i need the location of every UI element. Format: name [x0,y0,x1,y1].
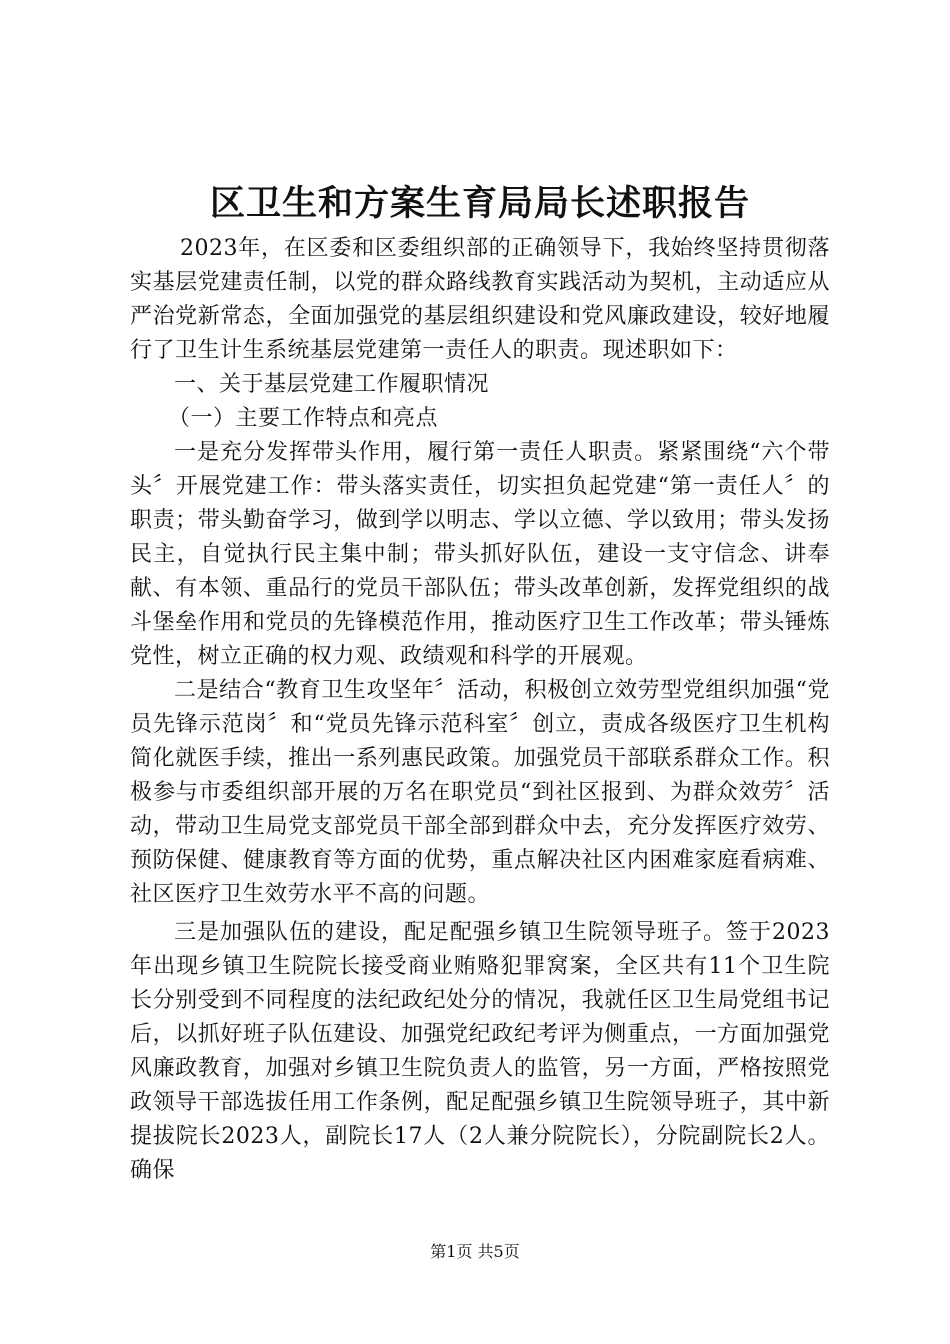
paragraph-point-two: 二是结合“教育卫生攻坚年〞活动，积极创立效劳型党组织加强“党员先锋示范岗〞和“党员先锋示范科室〞创立，责成各级医疗卫生机构简化就医手续，推出一系列惠民政策。加强党员干部联系群众工作。积极参与市委组织部开展的万名在职党员“到社区报到、为群众效劳〞活动，带动卫生局党支部党员干部全部到群众中去，充分发挥医疗效劳、预防保健、健康教育等方面的优势，重点解决社区内困难家庭看病难、社区医疗卫生效劳水平不高的问题。 [130,678,830,907]
paragraph-point-three: 三是加强队伍的建设，配足配强乡镇卫生院领导班子。签于2023年出现乡镇卫生院院长接受商业贿赂犯罪窝案，全区共有11个卫生院长分别受到不同程度的法纪政纪处分的情况，我就任区卫生局党组书记后，以抓好班子队伍建设、加强党纪政纪考评为侧重点，一方面加强党风廉政教育，加强对乡镇卫生院负责人的监管，另一方面，严格按照党政领导干部选拔任用工作条例，配足配强乡镇卫生院领导班子，其中新提拔院长2023人，副院长17人（2人兼分院院长），分院副院长2人。确保 [130,920,830,1183]
section-heading: 一、关于基层党建工作履职情况 [174,372,490,397]
document-title: 区卫生和方案生育局局长述职报告 [209,183,750,224]
subsection-heading: （一）主要工作特点和亮点 [168,406,439,431]
paragraph-intro: 2023年，在区委和区委组织部的正确领导下，我始终坚持贯彻落实基层党建责任制，以党的群众路线教育实践活动为契机，主动适应从严治党新常态，全面加强党的基层组织建设和党风廉政建设，较好地履行了卫生计生系统基层党建第一责任人的职责。现述职如下： [130,236,830,363]
document-body [130,232,830,1188]
paragraph-point-one: 一是充分发挥带头作用，履行第一责任人职责。紧紧围绕“六个带头〞开展党建工作：带头落实责任，切实担负起党建“第一责任人〞的职责；带头勤奋学习，做到学以明志、学以立德、学以致用；带头发扬民主，自觉执行民主集中制；带头抓好队伍，建设一支守信念、讲奉献、有本领、重品行的党员干部队伍；带头改革创新，发挥党组织的战斗堡垒作用和党员的先锋模范作用，推动医疗卫生工作改革；带头锤炼党性，树立正确的权力观、政绩观和科学的开展观。 [130,440,830,669]
page-footer: 第1页 共5页 [430,1242,520,1261]
